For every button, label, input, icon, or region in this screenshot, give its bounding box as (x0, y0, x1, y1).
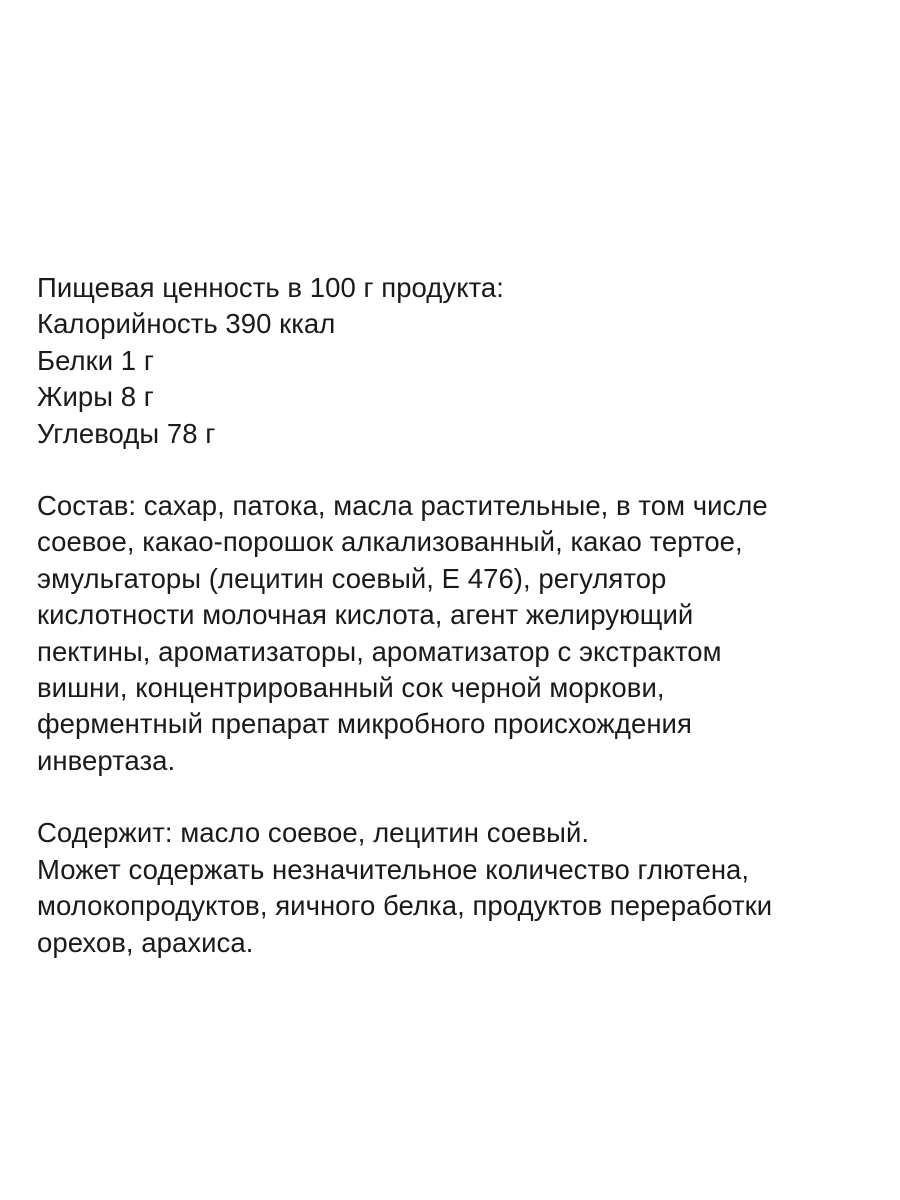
product-info-document (37, 270, 887, 961)
allergens-line: Содержит: масло соевое, лецитин соевый. (37, 817, 590, 849)
nutrition-heading: Пищевая ценность в 100 г продукта: (37, 272, 504, 303)
composition-line: вишни, концентрированный сок черной моркови, (37, 672, 665, 704)
allergens-line: молокопродуктов, яичного белка, продуктов переработки (37, 890, 773, 922)
allergens-section (37, 815, 887, 961)
nutrition-section (37, 270, 887, 452)
nutrition-carbs: Углеводы 78 г (37, 417, 216, 449)
section-spacer (37, 452, 887, 488)
composition-line: кислотности молочная кислота, агент желирующий (37, 599, 694, 631)
composition-line: пектины, ароматизаторы, ароматизатор с экстрактом (37, 635, 722, 667)
composition-section (37, 488, 887, 779)
allergens-line: Может содержать незначительное количество глютена, (37, 853, 750, 885)
nutrition-protein: Белки 1 г (37, 344, 154, 376)
nutrition-fat: Жиры 8 г (37, 381, 154, 413)
nutrition-calories: Калорийность 390 ккал (37, 308, 336, 340)
composition-line: инвертаза. (37, 744, 176, 776)
composition-line: соевое, какао-порошок алкализованный, какао тертое, (37, 526, 743, 558)
composition-line: Состав: сахар, патока, масла растительные, в том числе (37, 490, 768, 522)
section-spacer (37, 779, 887, 815)
composition-line: ферментный препарат микробного происхождения (37, 708, 692, 740)
allergens-line: орехов, арахиса. (37, 926, 254, 958)
composition-line: эмульгаторы (лецитин соевый, Е 476), регулятор (37, 562, 667, 594)
